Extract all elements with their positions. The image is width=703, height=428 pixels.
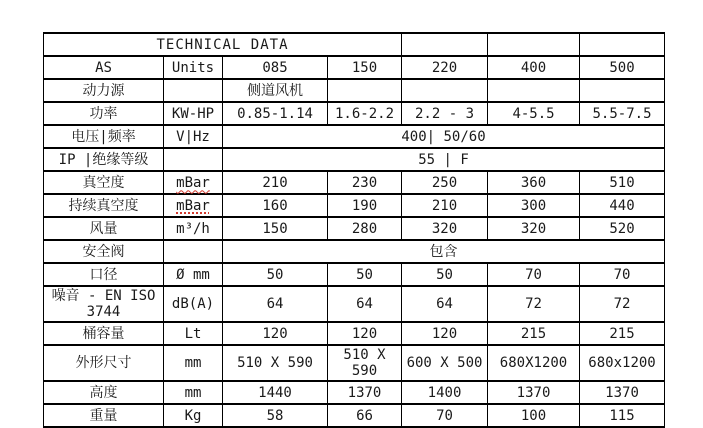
- value-cell: 680X1200: [488, 345, 580, 381]
- table-row: [44, 322, 665, 345]
- row-label-cell: 动力源: [44, 79, 164, 102]
- unit-cell: V|Hz: [164, 125, 223, 148]
- row-label-cell: 重量: [44, 404, 164, 427]
- value-cell: 510 X 590: [328, 345, 402, 381]
- unit-cell: [164, 79, 223, 102]
- value-cell: 1370: [328, 381, 402, 404]
- value-cell: 5.5-7.5: [580, 102, 665, 125]
- technical-data-table: [43, 32, 665, 428]
- value-cell: [402, 79, 488, 102]
- value-cell: 520: [580, 217, 665, 240]
- table-row: [44, 171, 665, 194]
- value-cell: 1370: [580, 381, 665, 404]
- unit-cell: Kg: [164, 404, 223, 427]
- value-cell: 70: [402, 404, 488, 427]
- value-cell: 190: [328, 194, 402, 217]
- table-row: [44, 102, 665, 125]
- value-cell: 250: [402, 171, 488, 194]
- value-cell: 160: [223, 194, 328, 217]
- table-row: [44, 79, 665, 102]
- value-cell: 230: [328, 171, 402, 194]
- value-cell: 120: [328, 322, 402, 345]
- value-cell: 120: [402, 322, 488, 345]
- value-cell: 50: [328, 263, 402, 286]
- value-cell: 4-5.5: [488, 102, 580, 125]
- table-row: [44, 56, 665, 79]
- table-row: [44, 148, 665, 171]
- row-label-cell: 电压|频率: [44, 125, 164, 148]
- table-row: [44, 404, 665, 427]
- value-cell: 50: [402, 263, 488, 286]
- row-label-cell: 功率: [44, 102, 164, 125]
- row-label-cell: 噪音 - EN ISO 3744: [44, 286, 164, 322]
- table-row: [44, 194, 665, 217]
- row-label-cell: 高度: [44, 381, 164, 404]
- value-cell: 120: [223, 322, 328, 345]
- value-cell: 70: [580, 263, 665, 286]
- unit-cell: Ø mm: [164, 263, 223, 286]
- header-model-cell: 500: [580, 56, 665, 79]
- value-cell: [328, 79, 402, 102]
- value-cell: 440: [580, 194, 665, 217]
- value-cell: 360: [488, 171, 580, 194]
- header-model-cell: 150: [328, 56, 402, 79]
- row-label-cell: 口径: [44, 263, 164, 286]
- row-label-cell: 风量: [44, 217, 164, 240]
- value-cell: [580, 79, 665, 102]
- table-row: [44, 240, 665, 263]
- value-cell: [488, 79, 580, 102]
- value-cell: 2.2 - 3: [402, 102, 488, 125]
- header-as-cell: AS: [44, 56, 164, 79]
- unit-cell: mBar: [164, 194, 223, 217]
- value-cell: 600 X 500: [402, 345, 488, 381]
- value-cell: 280: [328, 217, 402, 240]
- value-cell: 64: [328, 286, 402, 322]
- header-model-cell: 220: [402, 56, 488, 79]
- table-row: [44, 263, 665, 286]
- value-cell: 64: [223, 286, 328, 322]
- unit-cell: dB(A): [164, 286, 223, 322]
- row-label-cell: 持续真空度: [44, 194, 164, 217]
- value-cell: 215: [580, 322, 665, 345]
- unit-cell: mBar: [164, 171, 223, 194]
- value-cell: 侧道风机: [223, 79, 328, 102]
- row-label-cell: 安全阀: [44, 240, 164, 263]
- row-label-cell: 外形尺寸: [44, 345, 164, 381]
- table-row: [44, 286, 665, 322]
- unit-cell: mm: [164, 345, 223, 381]
- value-cell: 680x1200: [580, 345, 665, 381]
- value-cell: 510 X 590: [223, 345, 328, 381]
- table-row: [44, 217, 665, 240]
- merged-value-cell: 400| 50/60: [223, 125, 665, 148]
- value-cell: 320: [402, 217, 488, 240]
- value-cell: 58: [223, 404, 328, 427]
- row-label-cell: 桶容量: [44, 322, 164, 345]
- unit-cell: Lt: [164, 322, 223, 345]
- table-row: [44, 345, 665, 381]
- value-cell: 210: [223, 171, 328, 194]
- value-cell: 50: [223, 263, 328, 286]
- row-label-cell: 真空度: [44, 171, 164, 194]
- value-cell: 215: [488, 322, 580, 345]
- value-cell: 66: [328, 404, 402, 427]
- unit-cell: [164, 240, 223, 263]
- value-cell: 1400: [402, 381, 488, 404]
- value-cell: 1.6-2.2: [328, 102, 402, 125]
- table-row: [44, 33, 665, 56]
- header-model-cell: 085: [223, 56, 328, 79]
- value-cell: 72: [580, 286, 665, 322]
- value-cell: 510: [580, 171, 665, 194]
- value-cell: 64: [402, 286, 488, 322]
- table-row: [44, 381, 665, 404]
- table-row: [44, 125, 665, 148]
- row-label-cell: IP |绝缘等级: [44, 148, 164, 171]
- unit-cell: [402, 33, 488, 56]
- value-cell: 100: [488, 404, 580, 427]
- value-cell: 70: [488, 263, 580, 286]
- value-cell: 320: [488, 217, 580, 240]
- value-cell: 1370: [488, 381, 580, 404]
- unit-cell: m³/h: [164, 217, 223, 240]
- merged-value-cell: 55 | F: [223, 148, 665, 171]
- value-cell: 210: [402, 194, 488, 217]
- value-cell: 300: [488, 194, 580, 217]
- table-title-cell: TECHNICAL DATA: [44, 33, 402, 56]
- value-cell: 72: [488, 286, 580, 322]
- value-cell: 115: [580, 404, 665, 427]
- value-cell: [488, 33, 580, 56]
- unit-cell: mm: [164, 381, 223, 404]
- value-cell: [580, 33, 665, 56]
- header-units-cell: Units: [164, 56, 223, 79]
- header-model-cell: 400: [488, 56, 580, 79]
- unit-cell: [164, 148, 223, 171]
- unit-cell: KW-HP: [164, 102, 223, 125]
- merged-value-cell: 包含: [223, 240, 665, 263]
- value-cell: 150: [223, 217, 328, 240]
- value-cell: 0.85-1.14: [223, 102, 328, 125]
- value-cell: 1440: [223, 381, 328, 404]
- technical-data-table-body: [44, 33, 665, 427]
